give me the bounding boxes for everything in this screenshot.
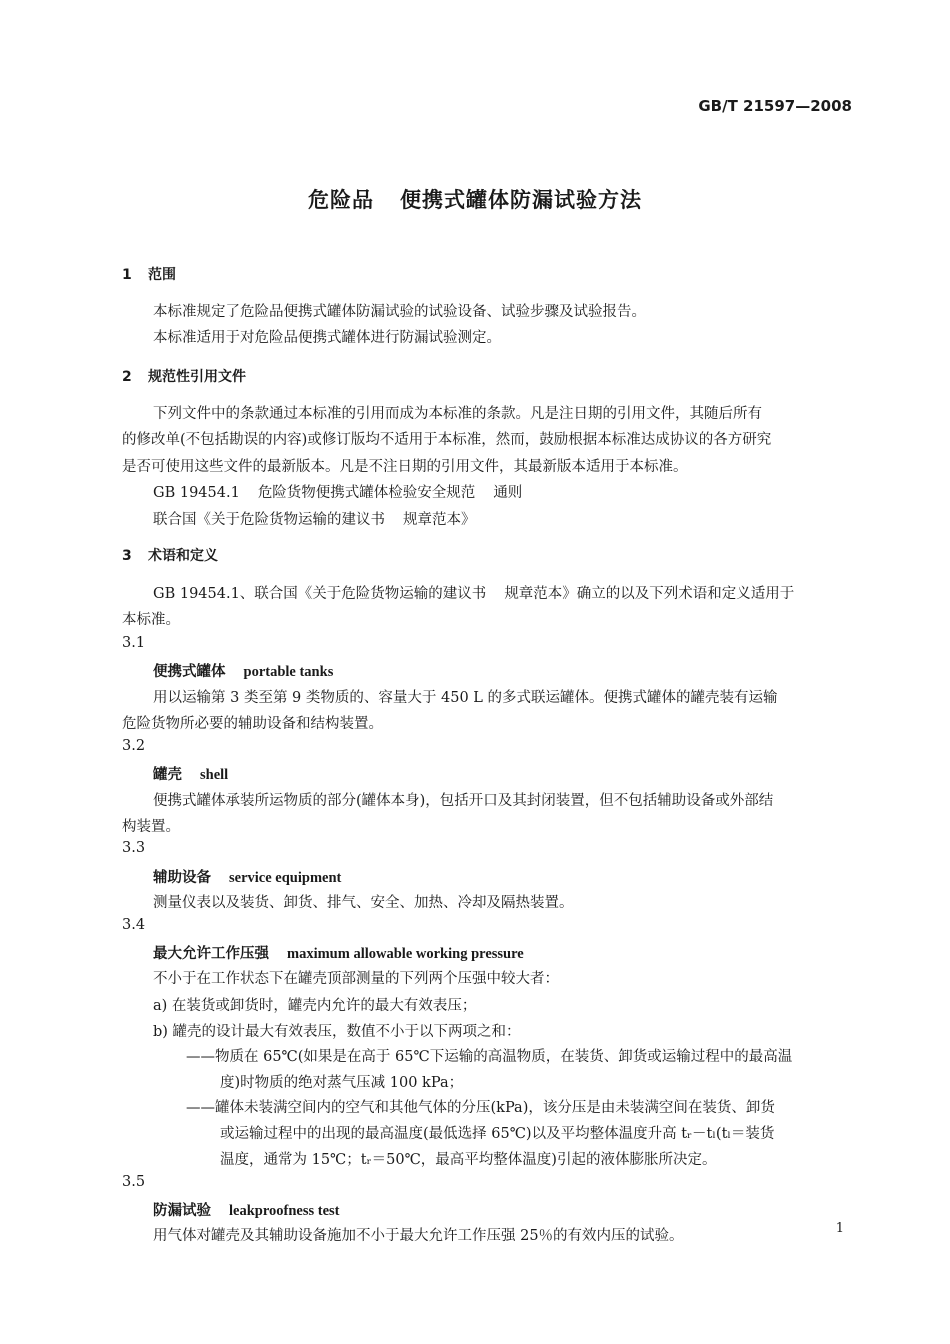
reference-1: GB 19454.1 危险货物便携式罐体检验安全规范 通则 [153, 485, 523, 501]
term-3-4-number: 3.4 [122, 917, 146, 933]
term-3-4-dash-1-line-1: ——物质在 65℃(如果是在高于 65℃下运输的高温物质，在装货、卸货或运输过程中的最高温 [186, 1049, 793, 1065]
title-part2: 便携式罐体防漏试验方法 [400, 188, 642, 212]
document-title [0, 184, 950, 214]
term-3-4-dash-1-line-2: 度)时物质的绝对蒸气压减 100 kPa； [220, 1075, 464, 1091]
standard-code: GB/T 21597—2008 [698, 97, 852, 115]
term-3-3-def-line-1: 测量仪表以及装货、卸货、排气、安全、加热、冷却及隔热装置。 [153, 895, 574, 911]
term-3-2-def-line-2: 构装置。 [122, 819, 180, 835]
section-3-heading: 3 术语和定义 [122, 548, 218, 564]
section-2-para-line-3: 是否可使用这些文件的最新版本。凡是不注日期的引用文件，其最新版本适用于本标准。 [122, 459, 688, 475]
term-3-2-number: 3.2 [122, 738, 146, 754]
term-3-2-def-line-1: 便携式罐体承装所运物质的部分(罐体本身)，包括开口及其封闭装置，但不包括辅助设备或外部结 [153, 793, 774, 809]
section-2-para-line-1: 下列文件中的条款通过本标准的引用而成为本标准的条款。凡是注日期的引用文件，其随后所有 [153, 406, 762, 422]
section-1-para-2: 本标准适用于对危险品便携式罐体进行防漏试验测定。 [153, 330, 501, 346]
section-2-para-line-2: 的修改单(不包括勘误的内容)或修订版均不适用于本标准，然而，鼓励根据本标准达成协议的各方研究 [122, 432, 772, 448]
term-3-4-dash-2-line-3: 温度，通常为 15℃；tᵣ＝50℃，最高平均整体温度)引起的液体膨胀所决定。 [220, 1152, 717, 1168]
term-3-4-heading: 最大允许工作压强 maximum allowable working pressure [153, 945, 524, 962]
term-3-4-def-line-1: 不小于在工作状态下在罐壳顶部测量的下列两个压强中较大者： [153, 971, 559, 987]
term-3-4-dash-2-line-2: 或运输过程中的出现的最高温度(最低选择 65℃)以及平均整体温度升高 tᵣ－tₗ(tₗ＝装货 [220, 1126, 775, 1142]
section-1-para-1: 本标准规定了危险品便携式罐体防漏试验的试验设备、试验步骤及试验报告。 [153, 304, 646, 320]
term-3-4-dash-2-line-1: ——罐体未装满空间内的空气和其他气体的分压(kPa)，该分压是由未装满空间在装货、卸货 [186, 1100, 775, 1116]
term-3-5-def-line-1: 用气体对罐壳及其辅助设备施加不小于最大允许工作压强 25％的有效内压的试验。 [153, 1228, 684, 1244]
term-3-1-def-line-2: 危险货物所必要的辅助设备和结构装置。 [122, 716, 383, 732]
page-number: 1 [835, 1221, 844, 1236]
term-3-4-item-a: a) 在装货或卸货时，罐壳内允许的最大有效表压； [153, 998, 477, 1014]
section-3-intro-line-1: GB 19454.1、联合国《关于危险货物运输的建议书 规章范本》确立的以及下列术语和定义适用于 [153, 586, 795, 602]
term-3-1-def-line-1: 用以运输第 3 类至第 9 类物质的、容量大于 450 L 的多式联运罐体。便携式罐体的罐壳装有运输 [153, 690, 778, 706]
term-3-4-item-b: b) 罐壳的设计最大有效表压，数值不小于以下两项之和： [153, 1024, 521, 1040]
section-2-heading: 2 规范性引用文件 [122, 369, 246, 385]
term-3-5-heading: 防漏试验 leakproofness test [153, 1202, 340, 1219]
term-3-5-number: 3.5 [122, 1174, 146, 1190]
term-3-3-heading: 辅助设备 service equipment [153, 869, 342, 886]
term-3-3-number: 3.3 [122, 840, 146, 856]
term-3-2-heading: 罐壳 shell [153, 766, 229, 783]
section-1-heading: 1 范围 [122, 267, 176, 283]
title-part1: 危险品 [308, 188, 374, 212]
term-3-1-number: 3.1 [122, 635, 146, 651]
section-3-intro-line-2: 本标准。 [122, 612, 180, 628]
term-3-1-heading: 便携式罐体 portable tanks [153, 663, 334, 680]
reference-2: 联合国《关于危险货物运输的建议书 规章范本》 [153, 512, 476, 528]
